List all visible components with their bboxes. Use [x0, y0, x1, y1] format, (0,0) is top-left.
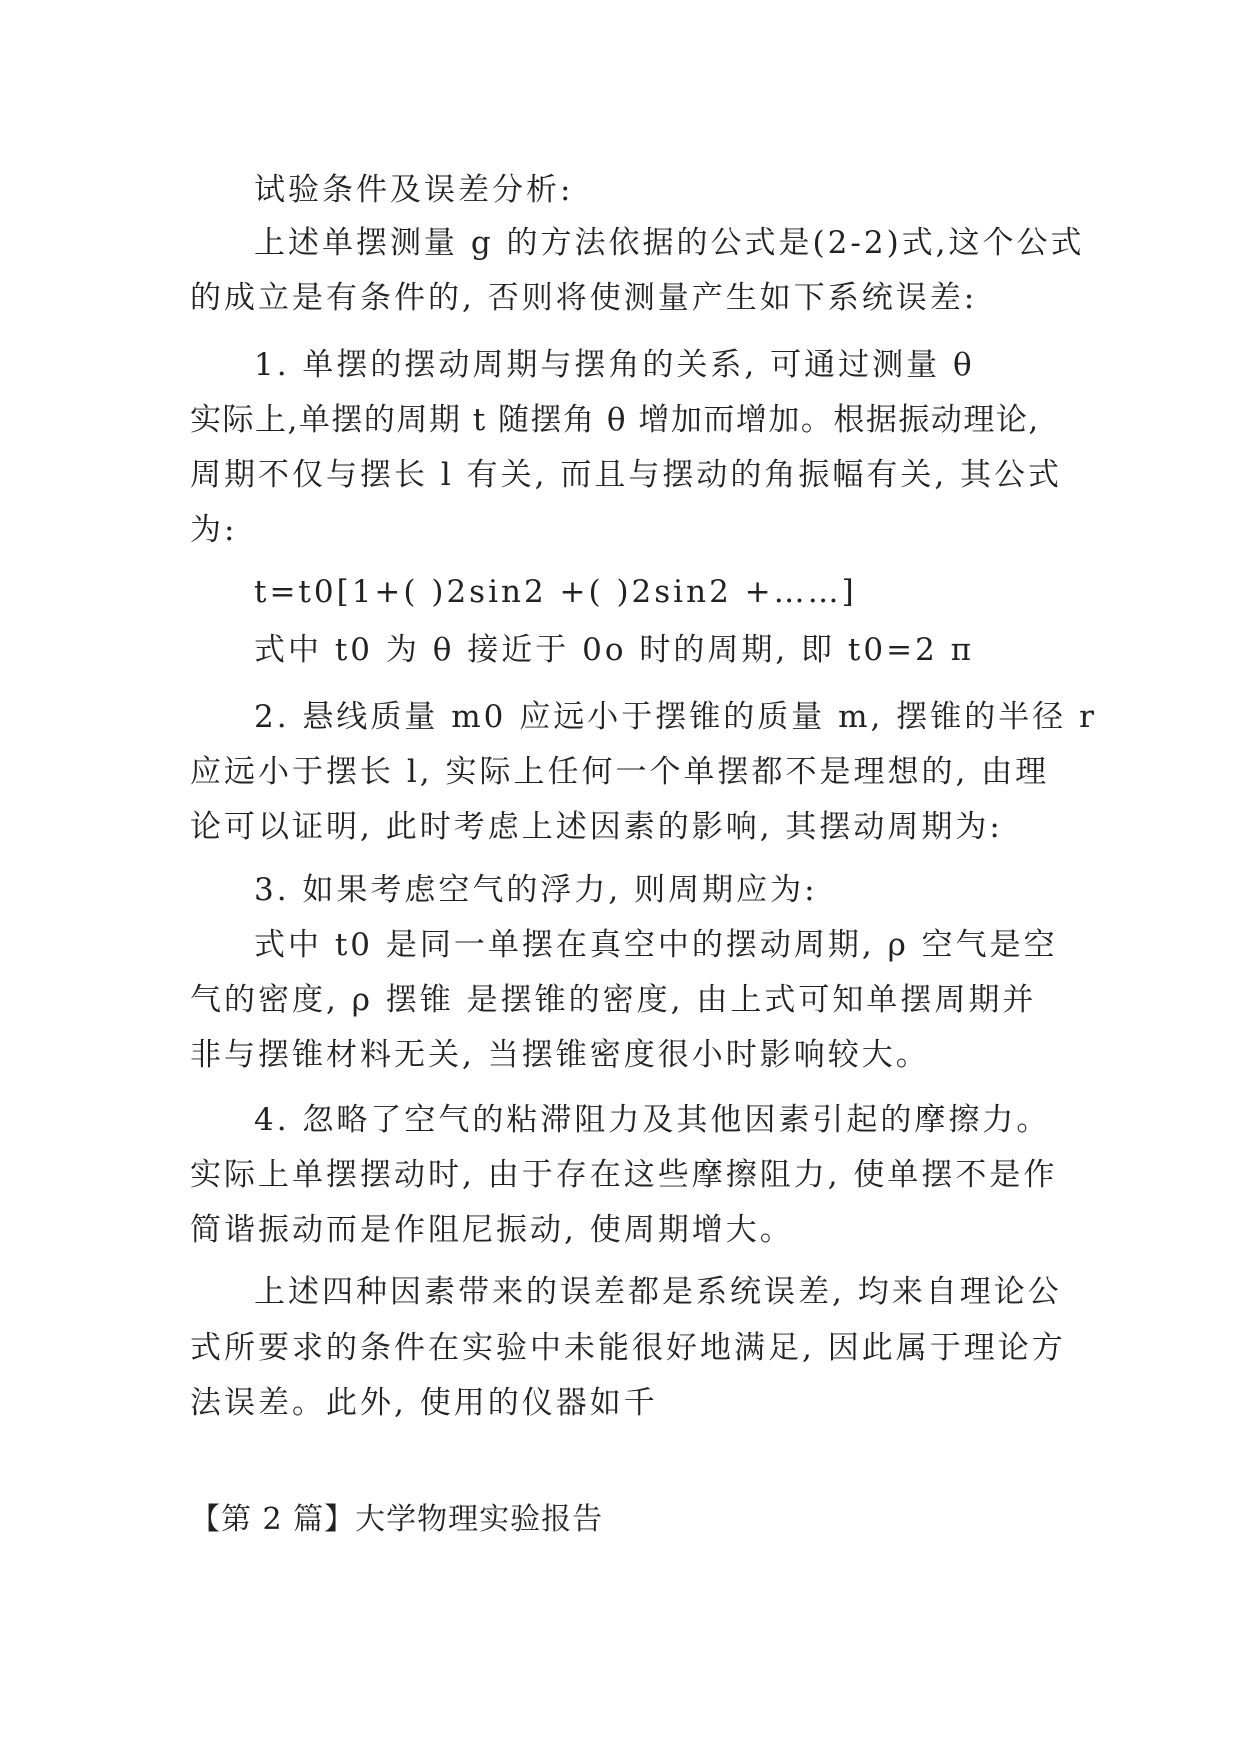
text-line: 式中 t0 是同一单摆在真空中的摆动周期, ρ 空气是空 — [254, 927, 1058, 963]
text-line: 1. 单摆的摆动周期与摆角的关系, 可通过测量 θ — [254, 347, 975, 383]
text-line: 应远小于摆长 l, 实际上任何一个单摆都不是理想的, 由理 — [190, 754, 1050, 790]
text-line: 为: — [190, 512, 238, 548]
text-line: 式所要求的条件在实验中未能很好地满足, 因此属于理论方 — [190, 1330, 1066, 1366]
text-line: 式中 t0 为 θ 接近于 0o 时的周期, 即 t0=2 π — [254, 632, 975, 668]
text-line: 简谐振动而是作阻尼振动, 使周期增大。 — [190, 1212, 794, 1248]
text-line: 3. 如果考虑空气的浮力, 则周期应为: — [254, 872, 818, 908]
text-line: 论可以证明, 此时考虑上述因素的影响, 其摆动周期为: — [190, 809, 1003, 845]
formula-line: t=t0[1+( )2sin2 +( )2sin2 +……] — [254, 574, 857, 610]
section-heading: 【第 2 篇】大学物理实验报告 — [190, 1502, 604, 1537]
text-line: 法误差。此外, 使用的仪器如千 — [190, 1385, 658, 1421]
text-line: 气的密度, ρ 摆锥 是摆锥的密度, 由上式可知单摆周期并 — [190, 982, 1037, 1018]
text-line: 4. 忽略了空气的粘滞阻力及其他因素引起的摩擦力。 — [254, 1102, 1051, 1138]
text-line: 实际上单摆摆动时, 由于存在这些摩擦阻力, 使单摆不是作 — [190, 1157, 1058, 1193]
text-line: 实际上,单摆的周期 t 随摆角 θ 增加而增加。根据振动理论, — [190, 402, 1040, 438]
text-line: 2. 悬线质量 m0 应远小于摆锥的质量 m, 摆锥的半径 r — [254, 699, 1097, 735]
section-title: 试验条件及误差分析: — [254, 172, 574, 208]
text-line: 周期不仅与摆长 l 有关, 而且与摆动的角振幅有关, 其公式 — [190, 457, 1063, 493]
text-line: 上述单摆测量 g 的方法依据的公式是(2-2)式,这个公式 — [254, 225, 1085, 261]
text-line: 非与摆锥材料无关, 当摆锥密度很小时影响较大。 — [190, 1037, 930, 1073]
text-line: 的成立是有条件的, 否则将使测量产生如下系统误差: — [190, 280, 978, 316]
text-line: 上述四种因素带来的误差都是系统误差, 均来自理论公 — [254, 1274, 1062, 1310]
